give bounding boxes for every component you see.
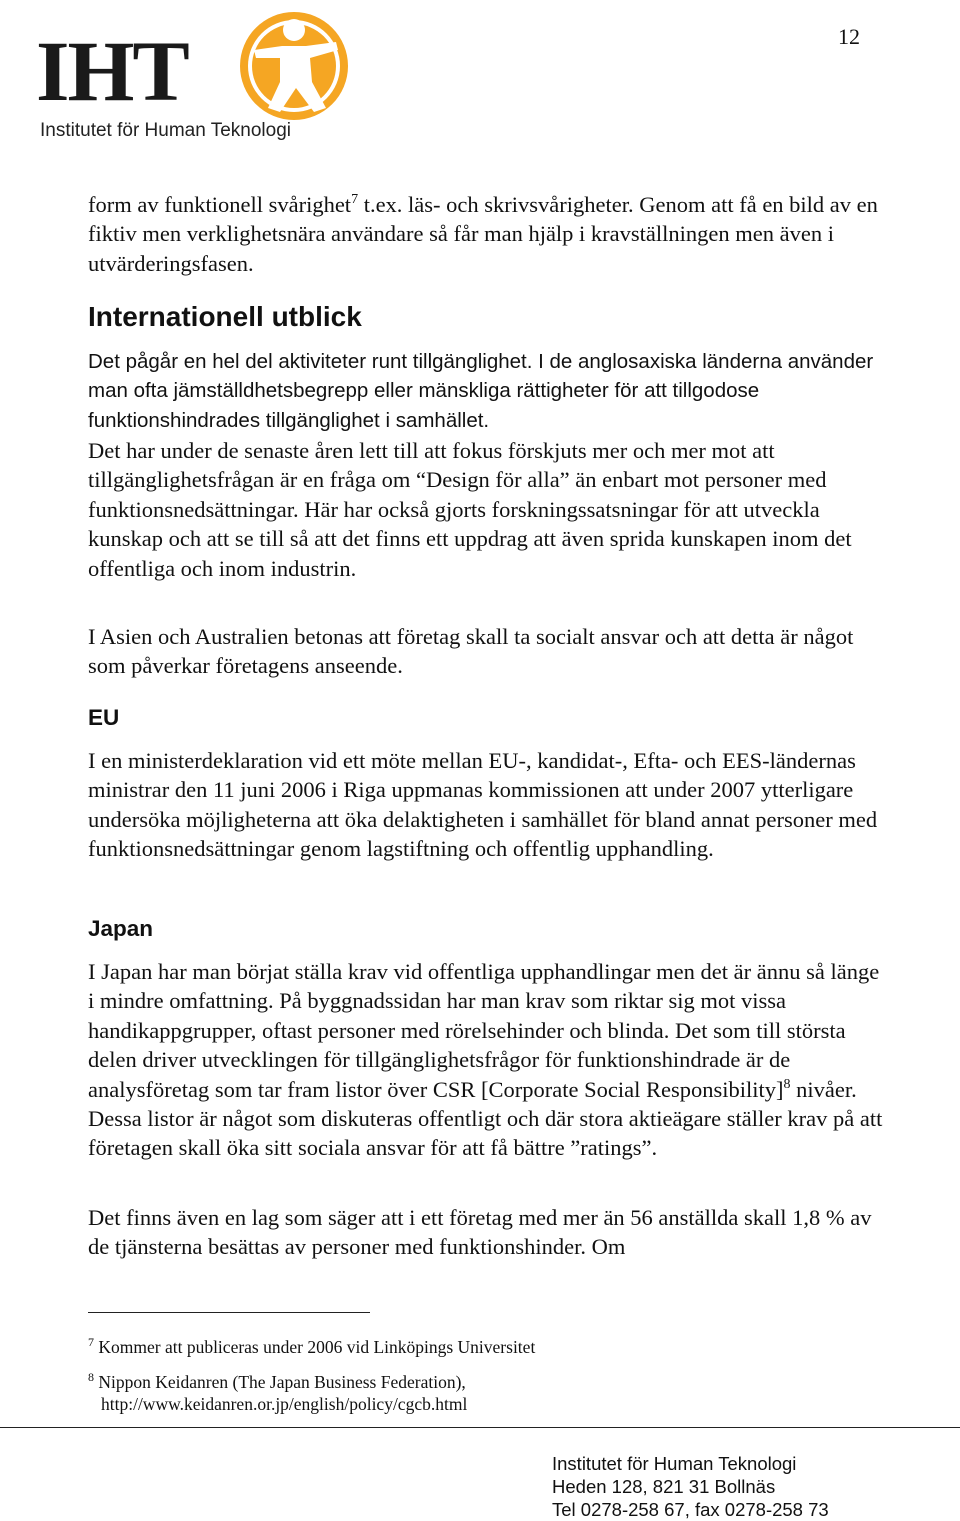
footnote-8-text: Nippon Keidanren (The Japan Business Federation), xyxy=(98,1372,466,1392)
intro-text-after: t.ex. läs- och skrivsvårigheter. Genom att få en bild av en fiktiv men verklighetsnära användare så får man hjälp i kravställningen men även i utvärderingsfasen. xyxy=(88,192,878,276)
iht-logo xyxy=(36,6,346,146)
heading-internationell-utblick: Internationell utblick xyxy=(88,301,362,332)
footer-address: Heden 128, 821 31 Bollnäs xyxy=(552,1476,776,1497)
page-number: 12 xyxy=(838,24,860,49)
footnote-separator xyxy=(88,1312,370,1313)
intro-text-before: form av funktionell svårighet xyxy=(88,192,352,217)
japan-paragraph-1 xyxy=(88,957,888,1163)
intro-paragraph xyxy=(88,190,888,278)
footer-separator xyxy=(0,1427,960,1428)
footer xyxy=(552,1452,829,1521)
footnote-ref-8[interactable]: 8 xyxy=(783,1076,791,1092)
footer-org: Institutet för Human Teknologi xyxy=(552,1453,797,1474)
japan-paragraph-2: Det finns även en lag som säger att i ett företag med mer än 56 anställda skall 1,8 % av de tjänsterna besättas av personer med funktionshinder. Om xyxy=(88,1205,872,1260)
heading-eu: EU xyxy=(88,705,120,730)
heading-japan: Japan xyxy=(88,916,154,941)
footnote-7-text: Kommer att publiceras under 2006 vid Linköpings Universitet xyxy=(98,1337,536,1357)
footnote-7-number: 7 xyxy=(88,1335,94,1349)
footnote-8 xyxy=(88,1371,467,1415)
intl-paragraph-1: Det har under de senaste åren lett till att fokus förskjuts mer och mer mot att tillgänglighetsfrågan är en fråga om “Design för alla” än enbart mot personer med funktionsnedsättningar. Här har också gjorts forskningssatsningar för att utveckla kunskap och att se till så att det finns ett uppdrag att även sprida kunskapen inom det offentliga och inom industrin. xyxy=(88,438,852,581)
human-figure-icon xyxy=(214,6,374,126)
footer-phone: Tel 0278-258 67, fax 0278-258 73 xyxy=(552,1499,829,1520)
japan-para1-before: I Japan har man börjat ställa krav vid offentliga upphandlingar men det är ännu så länge i mindre omfattning. På byggnadssidan har man krav som riktar sig mot vissa handikappgrupper, oftast personer med rörelsehinder och blinda. Det som till största delen driver utvecklingen för tillgänglighetsfrågor för funktionshindrade är de analysföretag som tar fram listor över CSR [Corporate Social Responsibility] xyxy=(88,959,880,1102)
logo-tagline: Institutet för Human Teknologi xyxy=(40,120,292,141)
footnote-8-link[interactable]: http://www.keidanren.or.jp/english/policy/cgcb.html xyxy=(101,1394,468,1414)
intl-intro-paragraph: Det pågår en hel del aktiviteter runt tillgänglighet. I de anglosaxiska länderna använder man ofta jämställdhetsbegrepp eller mänskliga rättigheter för att tillgodose funktionshindrades tillgänglighet i samhället. xyxy=(88,350,874,432)
footnote-7 xyxy=(88,1336,535,1358)
logo-letters: IHT xyxy=(36,23,188,119)
footnote-ref-7[interactable]: 7 xyxy=(351,192,359,207)
eu-paragraph: I en ministerdeklaration vid ett möte mellan EU-, kandidat-, Efta- och EES-ländernas ministrar den 11 juni 2006 i Riga uppmanas kommissionen att under 2007 ytterligare undersöka möjligheterna att öka delaktigheten i samhället för bland annat personer med funktionsnedsättningar genom lagstiftning och offentlig upphandling. xyxy=(88,748,878,862)
japan-para1-after: nivåer. Dessa listor är något som diskuteras offentligt och där stora aktieägare ställer krav på att företagen skall öka sitt sociala ansvar för att få bättre ”ratings”. xyxy=(88,1076,883,1161)
intl-paragraph-2: I Asien och Australien betonas att företag skall ta socialt ansvar och att detta är något som påverkar företagens anseende. xyxy=(88,624,854,679)
footnote-8-number: 8 xyxy=(88,1370,94,1384)
